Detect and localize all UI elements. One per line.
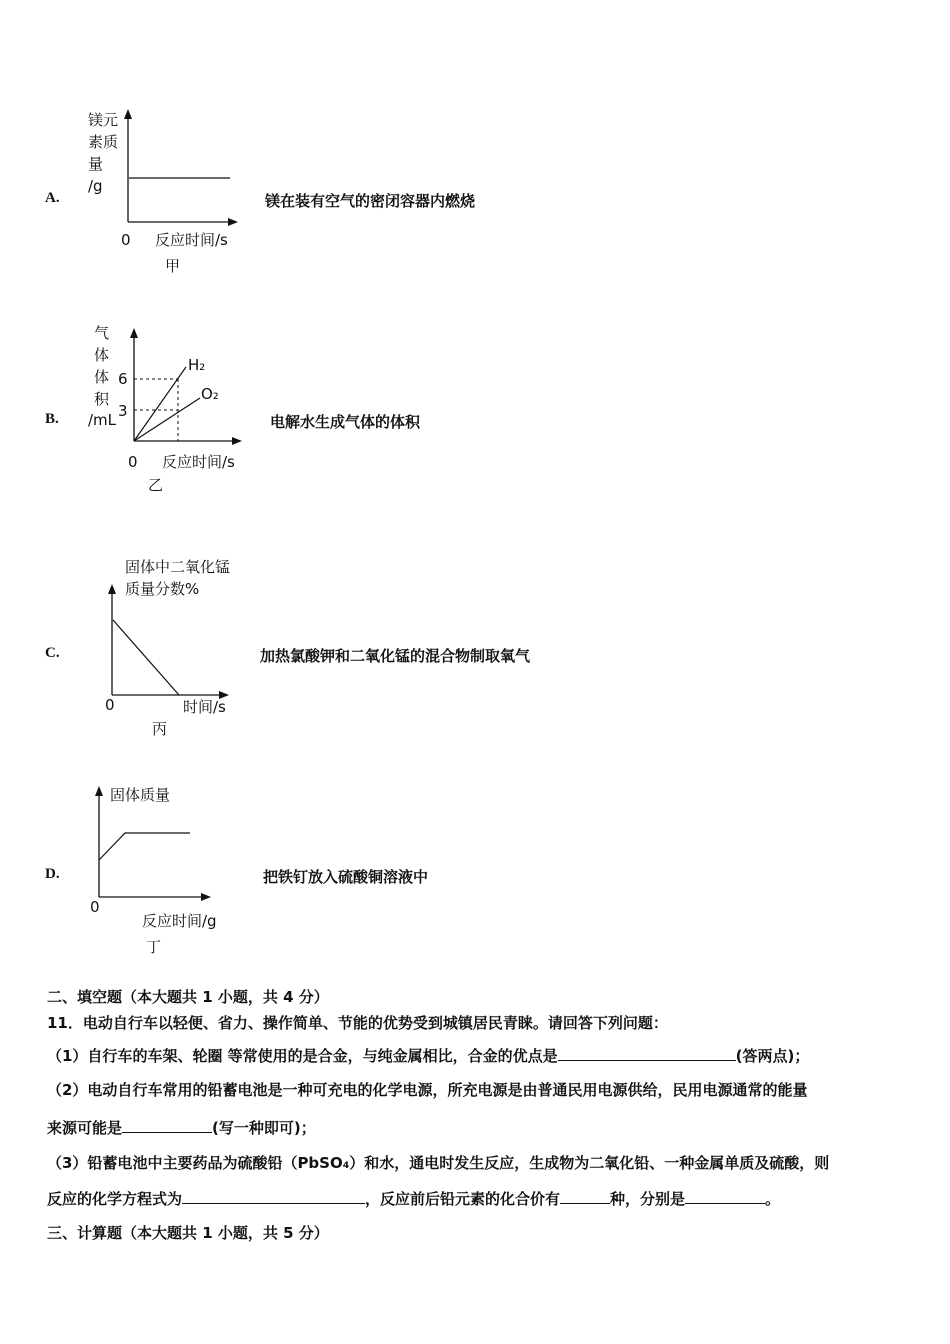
graph-b <box>80 320 260 500</box>
section-3-heading: 三、计算题（本大题共 1 小题，共 5 分） <box>47 1224 329 1242</box>
option-d-description: 把铁钉放入硫酸铜溶液中 <box>263 868 429 886</box>
graph-d-y-arrow <box>95 786 103 796</box>
part-3-text-b: ，反应前后铅元素的化合价有 <box>365 1190 561 1208</box>
part-3-text-d: 。 <box>765 1190 781 1208</box>
graph-a-xlabel: 反应时间/s <box>155 231 228 249</box>
graph-b-caption: 乙 <box>148 476 164 494</box>
graph-a-x-arrow <box>228 218 238 226</box>
graph-b-y-arrow <box>130 328 138 338</box>
graph-c-y-arrow <box>108 584 116 594</box>
graph-b-o2-label: O₂ <box>201 385 219 403</box>
valence-values-blank[interactable] <box>685 1189 765 1204</box>
graph-a <box>80 105 260 280</box>
graph-a-origin: 0 <box>121 231 131 249</box>
question-11-intro: 11．电动自行车以轻便、省力、操作简单、节能的优势受到城镇居民青睐。请回答下列问题： <box>47 1014 668 1032</box>
graph-b-yunit: /mL <box>88 411 117 429</box>
graph-c <box>95 552 265 742</box>
part-3-text-a: 反应的化学方程式为 <box>47 1190 183 1208</box>
valence-count-blank[interactable] <box>560 1189 610 1204</box>
graph-b-tick-3: 3 <box>118 402 128 420</box>
option-c-description: 加热氯酸钾和二氧化锰的混合物制取氧气 <box>260 647 531 665</box>
part-1-text: （1）自行车的车架、轮圈 等常使用的是合金，与纯金属相比，合金的优点是 <box>47 1047 558 1065</box>
graph-a-caption: 甲 <box>165 257 181 275</box>
graph-b-origin: 0 <box>128 453 138 471</box>
section-2-heading: 二、填空题（本大题共 1 小题，共 4 分） <box>47 988 329 1006</box>
graph-c-line <box>113 620 179 695</box>
graph-c-ylabel-1: 固体中二氧化锰 <box>125 558 231 576</box>
graph-c-caption: 丙 <box>152 720 168 738</box>
graph-b-h2-label: H₂ <box>188 356 206 374</box>
graph-d <box>80 778 260 963</box>
graph-b-ylabel-4: 积 <box>94 390 110 408</box>
question-11-part-1 <box>47 1045 809 1066</box>
graph-b-xlabel: 反应时间/s <box>162 453 235 471</box>
part-2-answer-blank[interactable] <box>122 1118 212 1133</box>
part-3-text-c: 种，分别是 <box>610 1190 686 1208</box>
graph-d-caption: 丁 <box>146 938 162 956</box>
graph-d-line <box>99 833 190 860</box>
graph-d-origin: 0 <box>90 898 100 916</box>
graph-b-ylabel-3: 体 <box>94 368 110 386</box>
graph-b-o2-line <box>134 398 200 441</box>
option-c-letter: C. <box>45 645 60 661</box>
option-b-description: 电解水生成气体的体积 <box>270 413 421 431</box>
graph-b-ylabel-1: 气 <box>94 324 110 342</box>
option-d-letter: D. <box>45 866 60 882</box>
part-2-text: 来源可能是 <box>47 1119 123 1137</box>
graph-b-x-arrow <box>232 437 242 445</box>
option-a-letter: A. <box>45 190 60 206</box>
graph-a-yunit: /g <box>88 177 103 195</box>
graph-a-ylabel-1: 镁元 <box>88 111 119 129</box>
graph-d-ylabel-1: 固体质量 <box>110 786 171 804</box>
graph-c-ylabel-2: 质量分数% <box>125 580 200 598</box>
equation-answer-blank[interactable] <box>182 1189 365 1204</box>
option-b-letter: B. <box>45 411 59 427</box>
part-2-tail: (写一种即可)； <box>212 1119 316 1137</box>
graph-b-ylabel-2: 体 <box>94 346 110 364</box>
part-1-answer-blank[interactable] <box>558 1046 736 1061</box>
question-11-part-2-line-1: （2）电动自行车常用的铅蓄电池是一种可充电的化学电源，所充电源是由普通民用电源供给，民用电源通常的能量 <box>47 1081 808 1099</box>
graph-a-y-arrow <box>124 109 132 119</box>
part-1-tail: (答两点)； <box>735 1047 810 1065</box>
question-11-part-3-line-1: （3）铅蓄电池中主要药品为硫酸铅（PbSO₄）和水，通电时发生反应，生成物为二氧化铅、一种金属单质及硫酸，则 <box>47 1154 830 1172</box>
graph-d-x-arrow <box>201 893 211 901</box>
question-11-part-3-line-2 <box>47 1188 780 1209</box>
graph-d-xlabel: 反应时间/g <box>142 912 217 930</box>
question-11-part-2-line-2 <box>47 1117 316 1138</box>
graph-c-xlabel: 时间/s <box>183 698 226 716</box>
graph-c-origin: 0 <box>105 696 115 714</box>
option-a-description: 镁在装有空气的密闭容器内燃烧 <box>265 192 476 210</box>
graph-a-ylabel-3: 量 <box>88 155 104 173</box>
graph-a-ylabel-2: 素质 <box>88 133 119 151</box>
graph-b-tick-6: 6 <box>118 370 128 388</box>
